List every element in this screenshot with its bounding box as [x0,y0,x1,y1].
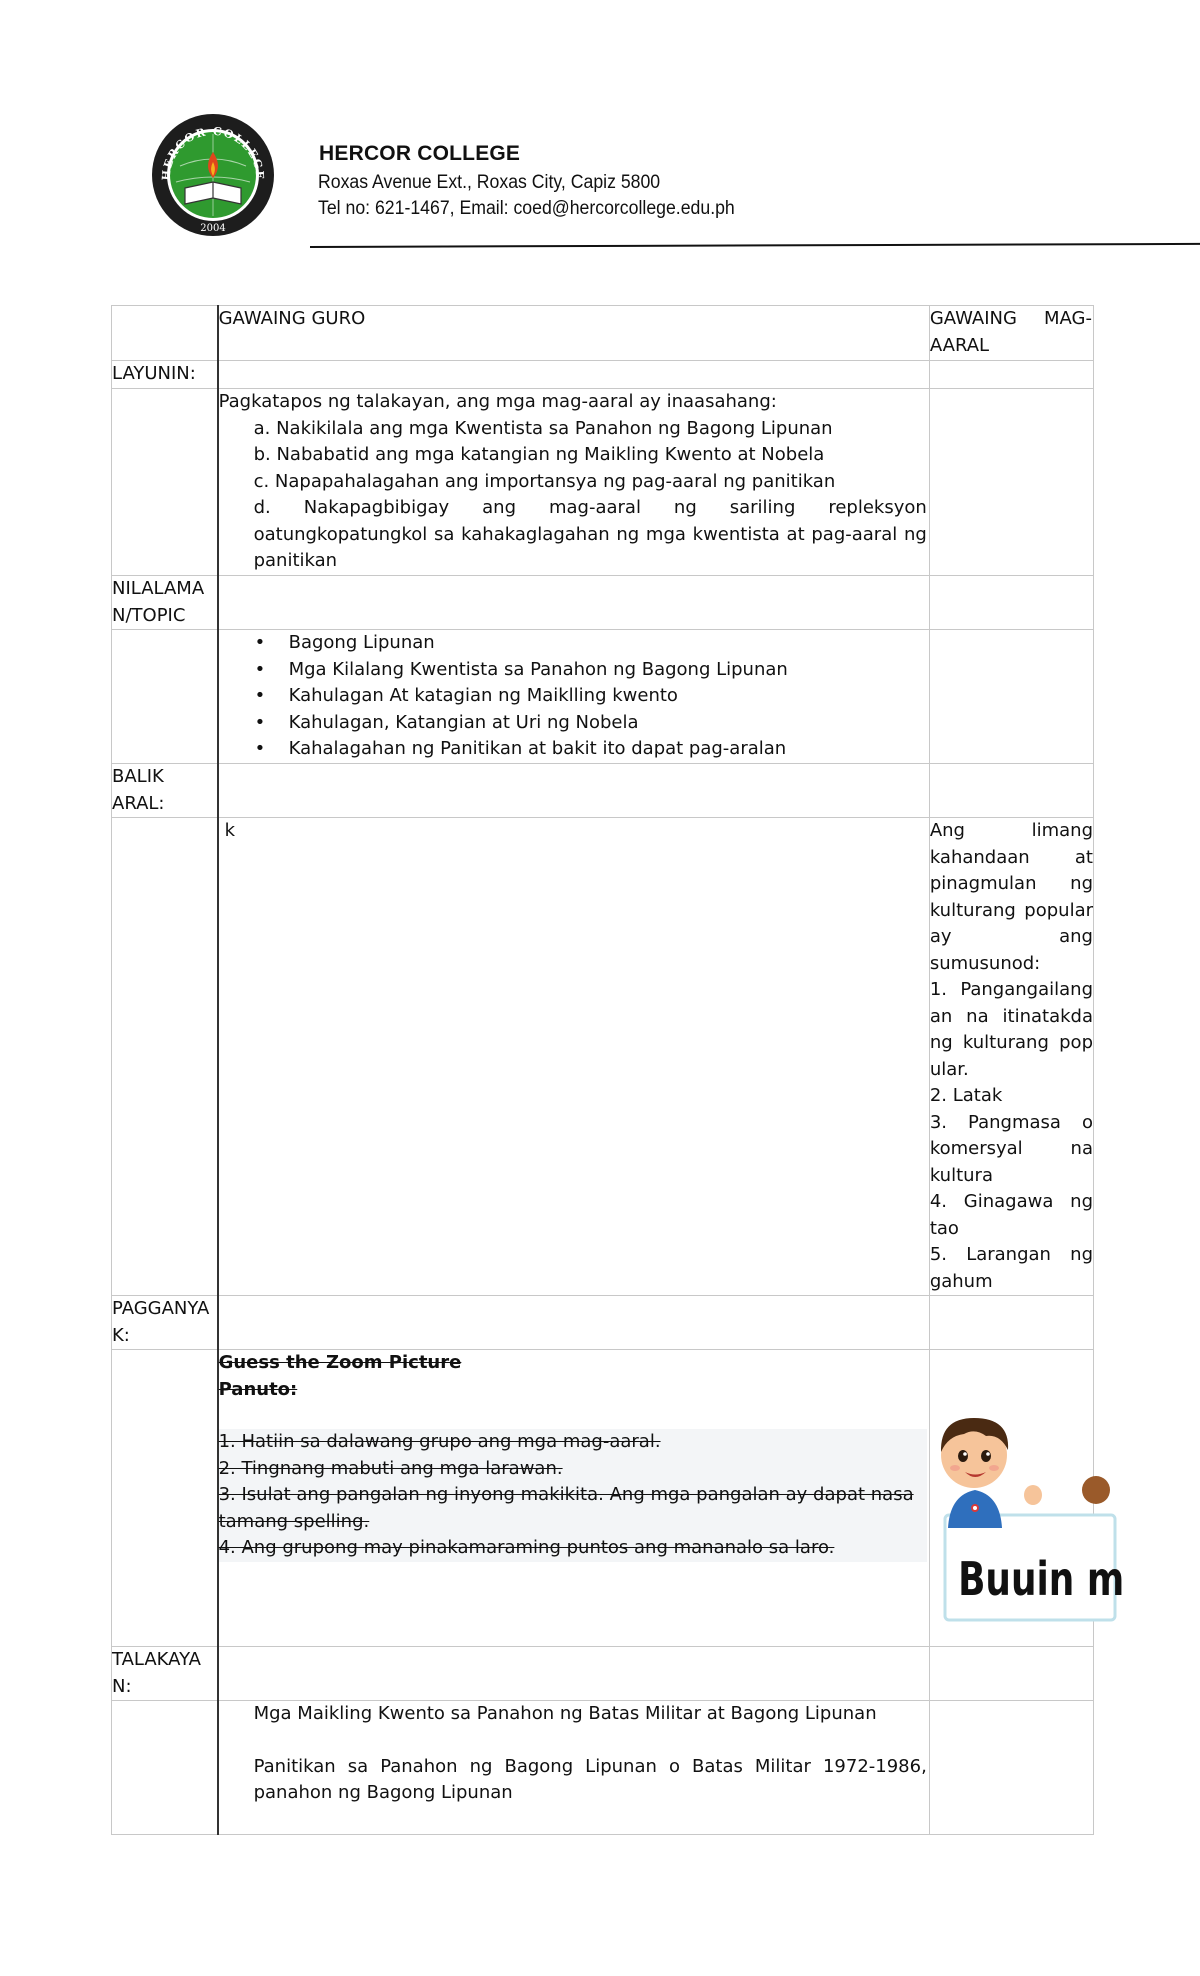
pagganyak-teacher-cell [218,1350,930,1647]
recap-item: 2. Latak [929,1085,1003,1106]
balik-aral-student-cell [929,818,1093,1296]
recap-item: 4. Ginagawa ng tao [929,1191,1093,1239]
layunin-label-row [112,361,1094,389]
empty-cell [929,1701,1093,1835]
empty-cell [929,389,1093,576]
layunin-item: a. Nakikilala ang mga Kwentista sa Panahon ng Bagong Lipunan [253,417,833,439]
empty-cell [929,1296,1093,1350]
discussion-text: Panitikan sa Panahon ng Bagong Lipunan o Batas Militar 1972-1986, panahon ng Bagong Lipunan [253,1755,927,1803]
college-logo [150,112,276,238]
topic-item: • Kahulagan At katagian ng Maiklling kwento [289,683,929,710]
empty-cell [929,764,1093,818]
empty-cell [112,306,218,361]
empty-cell [929,1647,1093,1701]
recap-item: 1. Pangangailangan na itinatakda ng kulturang popular. [929,979,1093,1080]
balik-aral-label: BALIK ARAL: [112,764,218,818]
student-header-word2: MAG- [1044,308,1092,329]
game-image [930,1350,1125,1646]
empty-cell [218,764,930,818]
student-column-header [929,306,1093,361]
topic-item: • Kahalagahan ng Panitikan at bakit ito dapat pag-aralan [289,736,929,763]
topic-list [219,630,929,763]
layunin-item: d. Nakapagbibigay ang mag-aaral ng sariling repleksyon oatungkopatungkol sa kahakaglagahan ng mga kwentista at pag-aaral ng panitikan [253,497,927,571]
teacher-header-text: GAWAING GURO [218,308,366,329]
recap-intro: Ang limang kahandaan at pinagmulan ng kulturang popular ay ang sumusunod: [929,820,1093,974]
empty-cell [929,576,1093,630]
layunin-item: b. Nababatid ang mga katangian ng Maikling Kwento at Nobela [253,444,825,465]
table-header-row [112,306,1094,361]
empty-cell [218,576,930,630]
talakayan-content [218,1701,930,1835]
image-caption: Buuin m [957,1552,1125,1607]
discussion-heading: Mga Maikling Kwento sa Panahon ng Batas Militar at Bagong Lipunan [253,1703,877,1724]
instruction-step: 1. Hatiin sa dalawang grupo ang mga mag-aaral. [218,1431,661,1452]
pagganyak-content-row [112,1350,1094,1647]
student-header-word1: GAWAING [929,308,1017,329]
college-contact: Tel no: 621-1467, Email: coed@hercorcollege.edu.ph [318,198,735,219]
layunin-label: LAYUNIN: [112,361,218,389]
empty-cell [112,818,218,1296]
layunin-content [218,389,930,576]
college-address: Roxas Avenue Ext., Roxas City, Capiz 5800 [318,172,661,193]
instruction-step: 3. Isulat ang pangalan ng inyong makikita. Ang mga pangalan ay dapat nasa tamang spelling. [218,1484,914,1532]
topic-item: • Kahulagan, Katangian at Uri ng Nobela [289,710,929,737]
instruction-step: 4. Ang grupong may pinakamaraming puntos ang mananalo sa laro. [218,1537,835,1558]
empty-cell [112,1350,218,1647]
empty-cell [929,361,1093,389]
nilalaman-label-row [112,576,1094,630]
talakayan-label: TALAKAYAN: [112,1647,218,1701]
empty-cell [218,1296,930,1350]
nilalaman-label: NILALAMAN/TOPIC [112,576,218,630]
layunin-item: c. Napapahalagahan ang importansya ng pag-aaral ng panitikan [253,470,836,492]
pagganyak-image-cell [929,1350,1125,1647]
instructions-label: Panuto: [218,1378,298,1400]
empty-cell [218,1647,930,1701]
teacher-column-header [218,306,930,361]
lesson-plan-table [111,305,1125,1835]
pagganyak-label: PAGGANYAK: [112,1296,218,1350]
logo-year: 2004 [200,223,226,234]
topic-item: • Mga Kilalang Kwentista sa Panahon ng Bagong Lipunan [289,657,929,684]
college-header [318,142,766,224]
balik-aral-content-row [112,818,1094,1296]
recap-item: 3. Pangmasa o komersyal na kultura [929,1111,1093,1186]
balik-aral-teacher-cell: k [218,818,930,1296]
balik-aral-label-row [112,764,1094,818]
talakayan-content-row [112,1701,1094,1835]
college-name: HERCOR COLLEGE [319,142,521,165]
recap-item: 5. Larangan ng gahum [929,1244,1093,1292]
layunin-content-row [112,389,1094,576]
talakayan-label-row [112,1647,1094,1701]
student-header-word3: AARAL [929,334,990,356]
pagganyak-label-row [112,1296,1094,1350]
college-seal-icon [150,112,276,238]
nilalaman-content-row [112,630,1094,764]
topic-item: • Bagong Lipunan [289,630,929,657]
empty-cell [112,389,218,576]
header-divider [310,243,1200,248]
instruction-step: 2. Tingnang mabuti ang mga larawan. [218,1457,563,1479]
layunin-intro: Pagkatapos ng talakayan, ang mga mag-aaral ay inaasahang: [218,391,777,412]
cartoon-kids-illustration [930,1350,1125,1646]
topics-cell [218,630,930,764]
empty-cell [929,630,1093,764]
game-title: Guess the Zoom Picture [218,1352,462,1373]
empty-cell [112,630,218,764]
logo-arc-text: HERCOR COLLEGE [159,124,267,181]
empty-cell [112,1701,218,1835]
empty-cell [218,361,930,389]
